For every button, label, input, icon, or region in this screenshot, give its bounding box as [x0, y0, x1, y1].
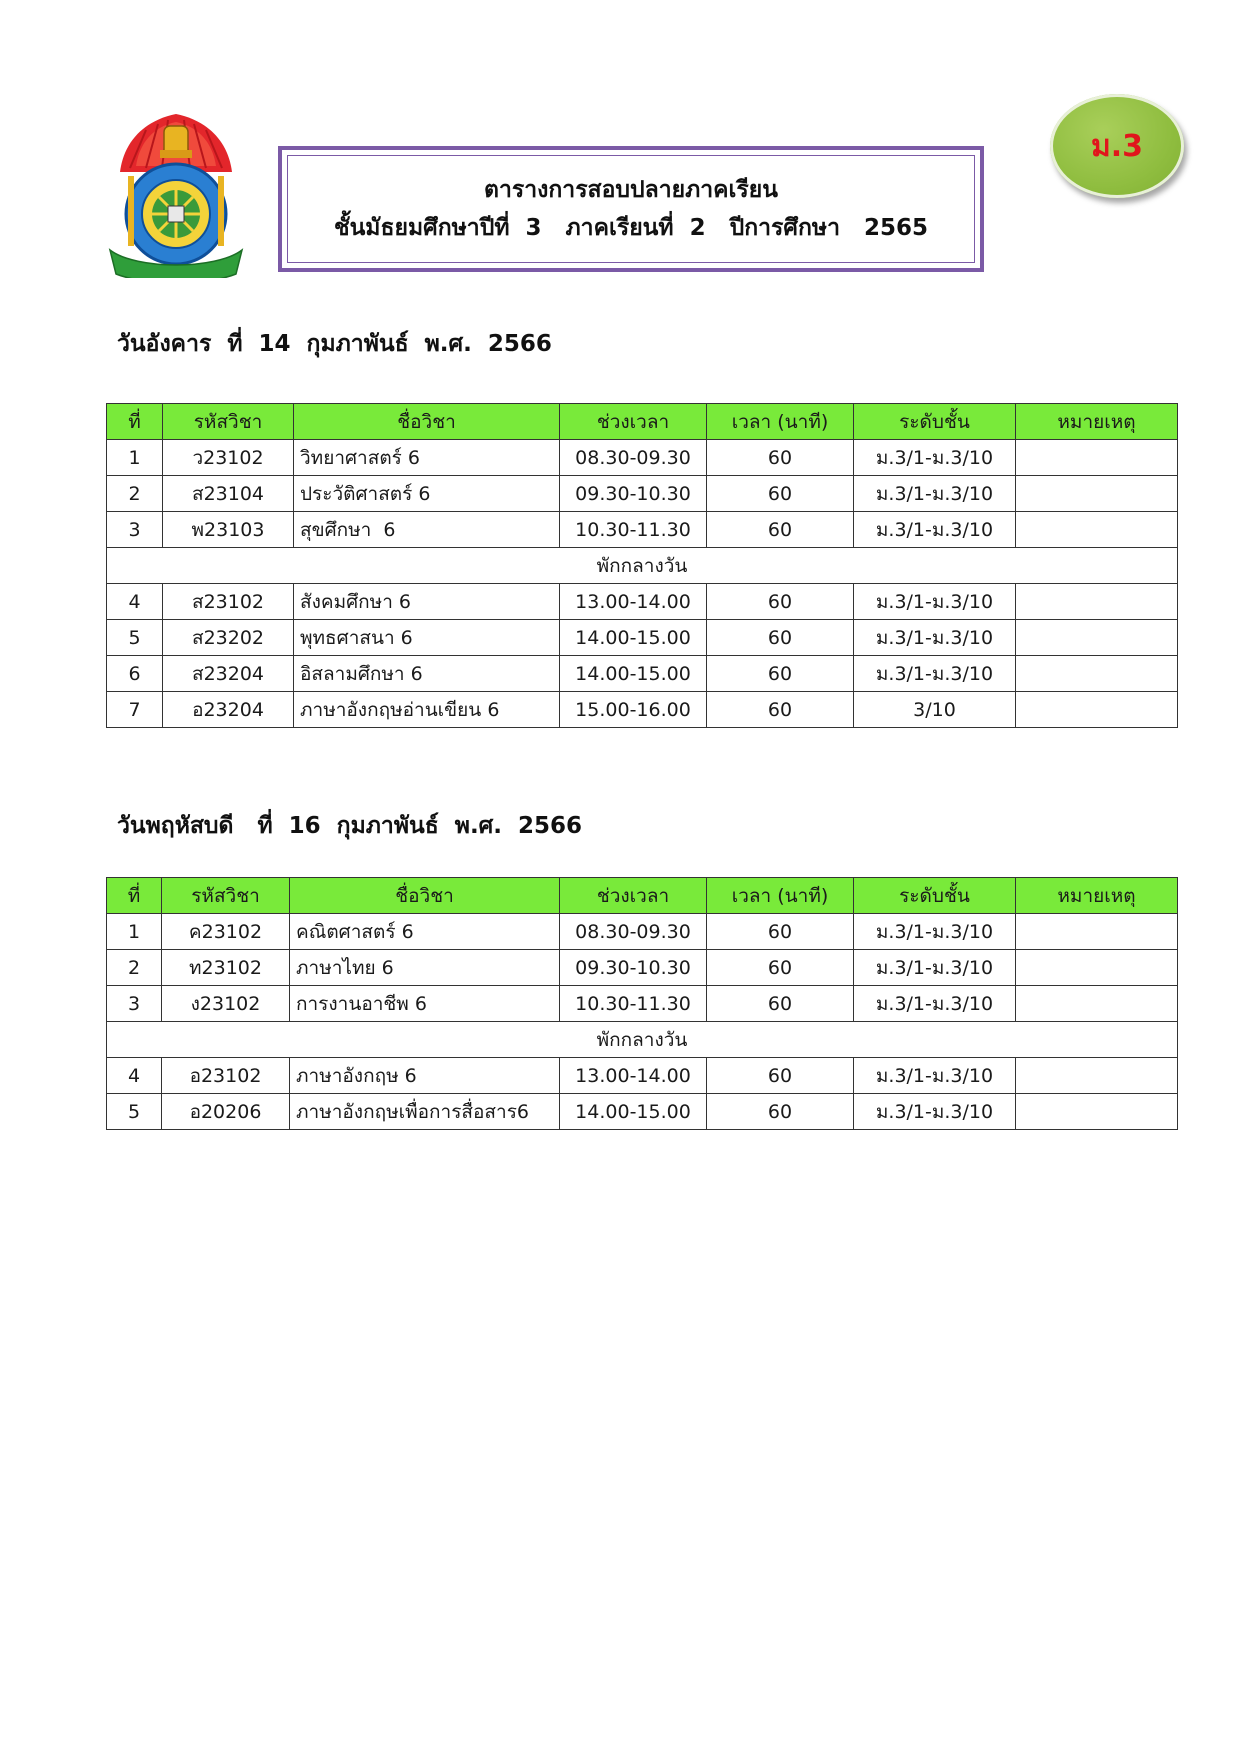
cell-note: [1016, 584, 1178, 620]
cell-name: สังคมศึกษา 6: [294, 584, 560, 620]
cell-note: [1016, 476, 1178, 512]
grade-badge: [1050, 94, 1184, 198]
day2-exam-table: [106, 877, 1178, 1130]
table-row: [107, 440, 1178, 476]
cell-time: 13.00-14.00: [560, 1058, 707, 1094]
cell-no: 2: [107, 476, 163, 512]
cell-time: 14.00-15.00: [560, 656, 707, 692]
cell-level: ม.3/1-ม.3/10: [854, 950, 1016, 986]
cell-minutes: 60: [707, 476, 854, 512]
col-header-minutes: เวลา (นาที): [707, 878, 854, 914]
table-row: [107, 950, 1178, 986]
col-header-name: ชื่อวิชา: [294, 404, 560, 440]
cell-time: 08.30-09.30: [560, 914, 707, 950]
table-row: [107, 512, 1178, 548]
cell-minutes: 60: [707, 1094, 854, 1130]
cell-time: 14.00-15.00: [560, 1094, 707, 1130]
day2-heading: วันพฤหัสบดี ที่ 16 กุมภาพันธ์ พ.ศ. 2566: [117, 813, 583, 839]
cell-note: [1016, 950, 1178, 986]
cell-minutes: 60: [707, 914, 854, 950]
cell-code: พ23103: [163, 512, 294, 548]
col-header-minutes: เวลา (นาที): [707, 404, 854, 440]
cell-code: ค23102: [162, 914, 290, 950]
table-row: [107, 584, 1178, 620]
cell-note: [1016, 656, 1178, 692]
cell-name: อิสลามศึกษา 6: [294, 656, 560, 692]
title-box: [278, 146, 984, 272]
cell-code: อ23204: [163, 692, 294, 728]
cell-name: ภาษาอังกฤษอ่านเขียน 6: [294, 692, 560, 728]
cell-time: 15.00-16.00: [560, 692, 707, 728]
cell-no: 3: [107, 512, 163, 548]
cell-note: [1016, 512, 1178, 548]
cell-level: ม.3/1-ม.3/10: [854, 584, 1016, 620]
lunch-break-label: พักกลางวัน: [107, 1022, 1178, 1058]
cell-level: ม.3/1-ม.3/10: [854, 914, 1016, 950]
cell-note: [1016, 986, 1178, 1022]
table-header-row: [107, 404, 1178, 440]
cell-time: 13.00-14.00: [560, 584, 707, 620]
cell-name: ภาษาอังกฤษเพื่อการสื่อสาร6: [290, 1094, 560, 1130]
cell-code: ส23204: [163, 656, 294, 692]
day1-heading: วันอังคาร ที่ 14 กุมภาพันธ์ พ.ศ. 2566: [117, 331, 552, 357]
col-header-level: ระดับชั้น: [854, 404, 1016, 440]
day1-exam-table: [106, 403, 1178, 728]
cell-note: [1016, 1058, 1178, 1094]
cell-no: 5: [107, 620, 163, 656]
col-header-code: รหัสวิชา: [162, 878, 290, 914]
cell-note: [1016, 1094, 1178, 1130]
col-header-no: ที่: [107, 878, 162, 914]
cell-no: 2: [107, 950, 162, 986]
grade-badge-label: ม.3: [1090, 128, 1144, 164]
cell-level: ม.3/1-ม.3/10: [854, 1058, 1016, 1094]
col-header-time: ช่วงเวลา: [560, 404, 707, 440]
cell-no: 6: [107, 656, 163, 692]
cell-no: 4: [107, 1058, 162, 1094]
cell-code: ว23102: [163, 440, 294, 476]
cell-no: 1: [107, 440, 163, 476]
cell-no: 5: [107, 1094, 162, 1130]
cell-time: 10.30-11.30: [560, 512, 707, 548]
cell-code: อ23102: [162, 1058, 290, 1094]
cell-level: ม.3/1-ม.3/10: [854, 620, 1016, 656]
table-row: [107, 1058, 1178, 1094]
school-emblem: [106, 110, 246, 278]
cell-level: ม.3/1-ม.3/10: [854, 512, 1016, 548]
cell-name: ประวัติศาสตร์ 6: [294, 476, 560, 512]
cell-name: พุทธศาสนา 6: [294, 620, 560, 656]
cell-minutes: 60: [707, 692, 854, 728]
cell-no: 7: [107, 692, 163, 728]
table-row: [107, 914, 1178, 950]
cell-name: ภาษาไทย 6: [290, 950, 560, 986]
cell-name: วิทยาศาสตร์ 6: [294, 440, 560, 476]
cell-minutes: 60: [707, 512, 854, 548]
cell-minutes: 60: [707, 950, 854, 986]
cell-minutes: 60: [707, 986, 854, 1022]
cell-code: ส23104: [163, 476, 294, 512]
cell-code: ส23102: [163, 584, 294, 620]
cell-note: [1016, 440, 1178, 476]
cell-level: ม.3/1-ม.3/10: [854, 440, 1016, 476]
table-row: [107, 656, 1178, 692]
cell-note: [1016, 914, 1178, 950]
cell-note: [1016, 692, 1178, 728]
col-header-name: ชื่อวิชา: [290, 878, 560, 914]
table-row: [107, 620, 1178, 656]
cell-no: 1: [107, 914, 162, 950]
title-inner: [287, 155, 975, 263]
col-header-code: รหัสวิชา: [163, 404, 294, 440]
cell-level: ม.3/1-ม.3/10: [854, 656, 1016, 692]
cell-code: อ20206: [162, 1094, 290, 1130]
cell-minutes: 60: [707, 584, 854, 620]
cell-minutes: 60: [707, 620, 854, 656]
cell-note: [1016, 620, 1178, 656]
cell-name: สุขศึกษา 6: [294, 512, 560, 548]
cell-name: ภาษาอังกฤษ 6: [290, 1058, 560, 1094]
lunch-break-row: [107, 1022, 1178, 1058]
cell-code: ง23102: [162, 986, 290, 1022]
cell-time: 08.30-09.30: [560, 440, 707, 476]
table-row: [107, 1094, 1178, 1130]
col-header-note: หมายเหตุ: [1016, 404, 1178, 440]
table-header-row: [107, 878, 1178, 914]
cell-code: ท23102: [162, 950, 290, 986]
cell-minutes: 60: [707, 440, 854, 476]
col-header-level: ระดับชั้น: [854, 878, 1016, 914]
cell-minutes: 60: [707, 1058, 854, 1094]
cell-no: 4: [107, 584, 163, 620]
cell-name: การงานอาชีพ 6: [290, 986, 560, 1022]
lunch-break-label: พักกลางวัน: [107, 548, 1178, 584]
col-header-time: ช่วงเวลา: [560, 878, 707, 914]
cell-time: 09.30-10.30: [560, 476, 707, 512]
cell-level: 3/10: [854, 692, 1016, 728]
cell-code: ส23202: [163, 620, 294, 656]
cell-no: 3: [107, 986, 162, 1022]
cell-time: 14.00-15.00: [560, 620, 707, 656]
col-header-note: หมายเหตุ: [1016, 878, 1178, 914]
cell-minutes: 60: [707, 656, 854, 692]
page-subtitle: ชั้นมัธยมศึกษาปีที่ 3 ภาคเรียนที่ 2 ปีการศึกษา 2565: [333, 215, 929, 241]
page-title: ตารางการสอบปลายภาคเรียน: [484, 177, 778, 203]
table-row: [107, 692, 1178, 728]
table-row: [107, 476, 1178, 512]
cell-level: ม.3/1-ม.3/10: [854, 986, 1016, 1022]
table-row: [107, 986, 1178, 1022]
cell-name: คณิตศาสตร์ 6: [290, 914, 560, 950]
cell-level: ม.3/1-ม.3/10: [854, 1094, 1016, 1130]
col-header-no: ที่: [107, 404, 163, 440]
lunch-break-row: [107, 548, 1178, 584]
cell-level: ม.3/1-ม.3/10: [854, 476, 1016, 512]
cell-time: 09.30-10.30: [560, 950, 707, 986]
cell-time: 10.30-11.30: [560, 986, 707, 1022]
